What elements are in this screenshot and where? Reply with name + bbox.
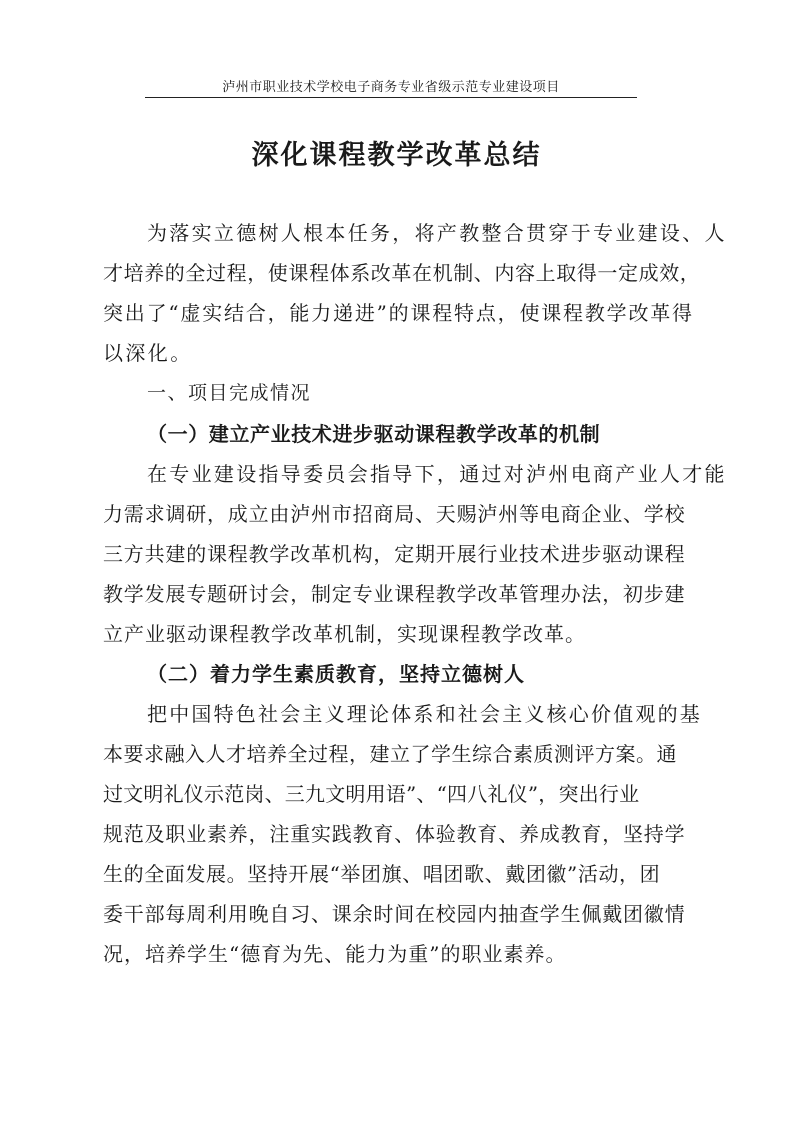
header-divider bbox=[145, 97, 637, 98]
body-line: 力需求调研，成立由泸州市招商局、天赐泸州等电商企业、学校 bbox=[103, 502, 686, 526]
document-title: 深化课程教学改革总结 bbox=[251, 140, 542, 171]
body-line: 本要求融入人才培养全过程，建立了学生综合素质测评方案。通 bbox=[103, 742, 677, 766]
body-line: 把中国特色社会主义理论体系和社会主义核心价值观的基 bbox=[147, 702, 702, 726]
body-line: 教学发展专题研讨会，制定专业课程教学改革管理办法，初步建 bbox=[103, 582, 686, 606]
body-line: 规范及职业素养，注重实践教育、体验教育、养成教育，坚持学 bbox=[103, 822, 686, 846]
body-line: 过文明礼仪示范岗、三九文明用语”、“四八礼仪”，突出行业 bbox=[103, 782, 640, 806]
body-line: 况，培养学生“德育为先、能力为重”的职业素养。 bbox=[103, 942, 567, 966]
intro-line: 才培养的全过程，使课程体系改革在机制、内容上取得一定成效， bbox=[103, 261, 701, 285]
body-line: 三方共建的课程教学改革机构，定期开展行业技术进步驱动课程 bbox=[103, 542, 686, 566]
body-line: 在专业建设指导委员会指导下，通过对泸州电商产业人才能 bbox=[147, 462, 727, 486]
intro-line: 突出了“虚实结合，能力递进”的课程特点，使课程教学改革得 bbox=[103, 301, 694, 325]
running-header: 泸州市职业技术学校电子商务专业省级示范专业建设项目 bbox=[222, 80, 560, 95]
body-line: 生的全面发展。坚持开展“举团旗、唱团歌、戴团徽”活动，团 bbox=[103, 862, 661, 886]
subsection-heading: （一）建立产业技术进步驱动课程教学改革的机制 bbox=[147, 422, 601, 446]
section-heading: 一、项目完成情况 bbox=[147, 382, 312, 404]
intro-line: 为落实立德树人根本任务，将产教整合贯穿于专业建设、人 bbox=[147, 221, 727, 245]
subsection-heading: （二）着力学生素质教育，坚持立德树人 bbox=[147, 662, 525, 686]
body-line: 立产业驱动课程教学改革机制，实现课程教学改革。 bbox=[103, 622, 586, 646]
intro-line: 以深化。 bbox=[103, 341, 193, 365]
body-line: 委干部每周利用晚自习、课余时间在校园内抽查学生佩戴团徽情 bbox=[103, 902, 686, 926]
